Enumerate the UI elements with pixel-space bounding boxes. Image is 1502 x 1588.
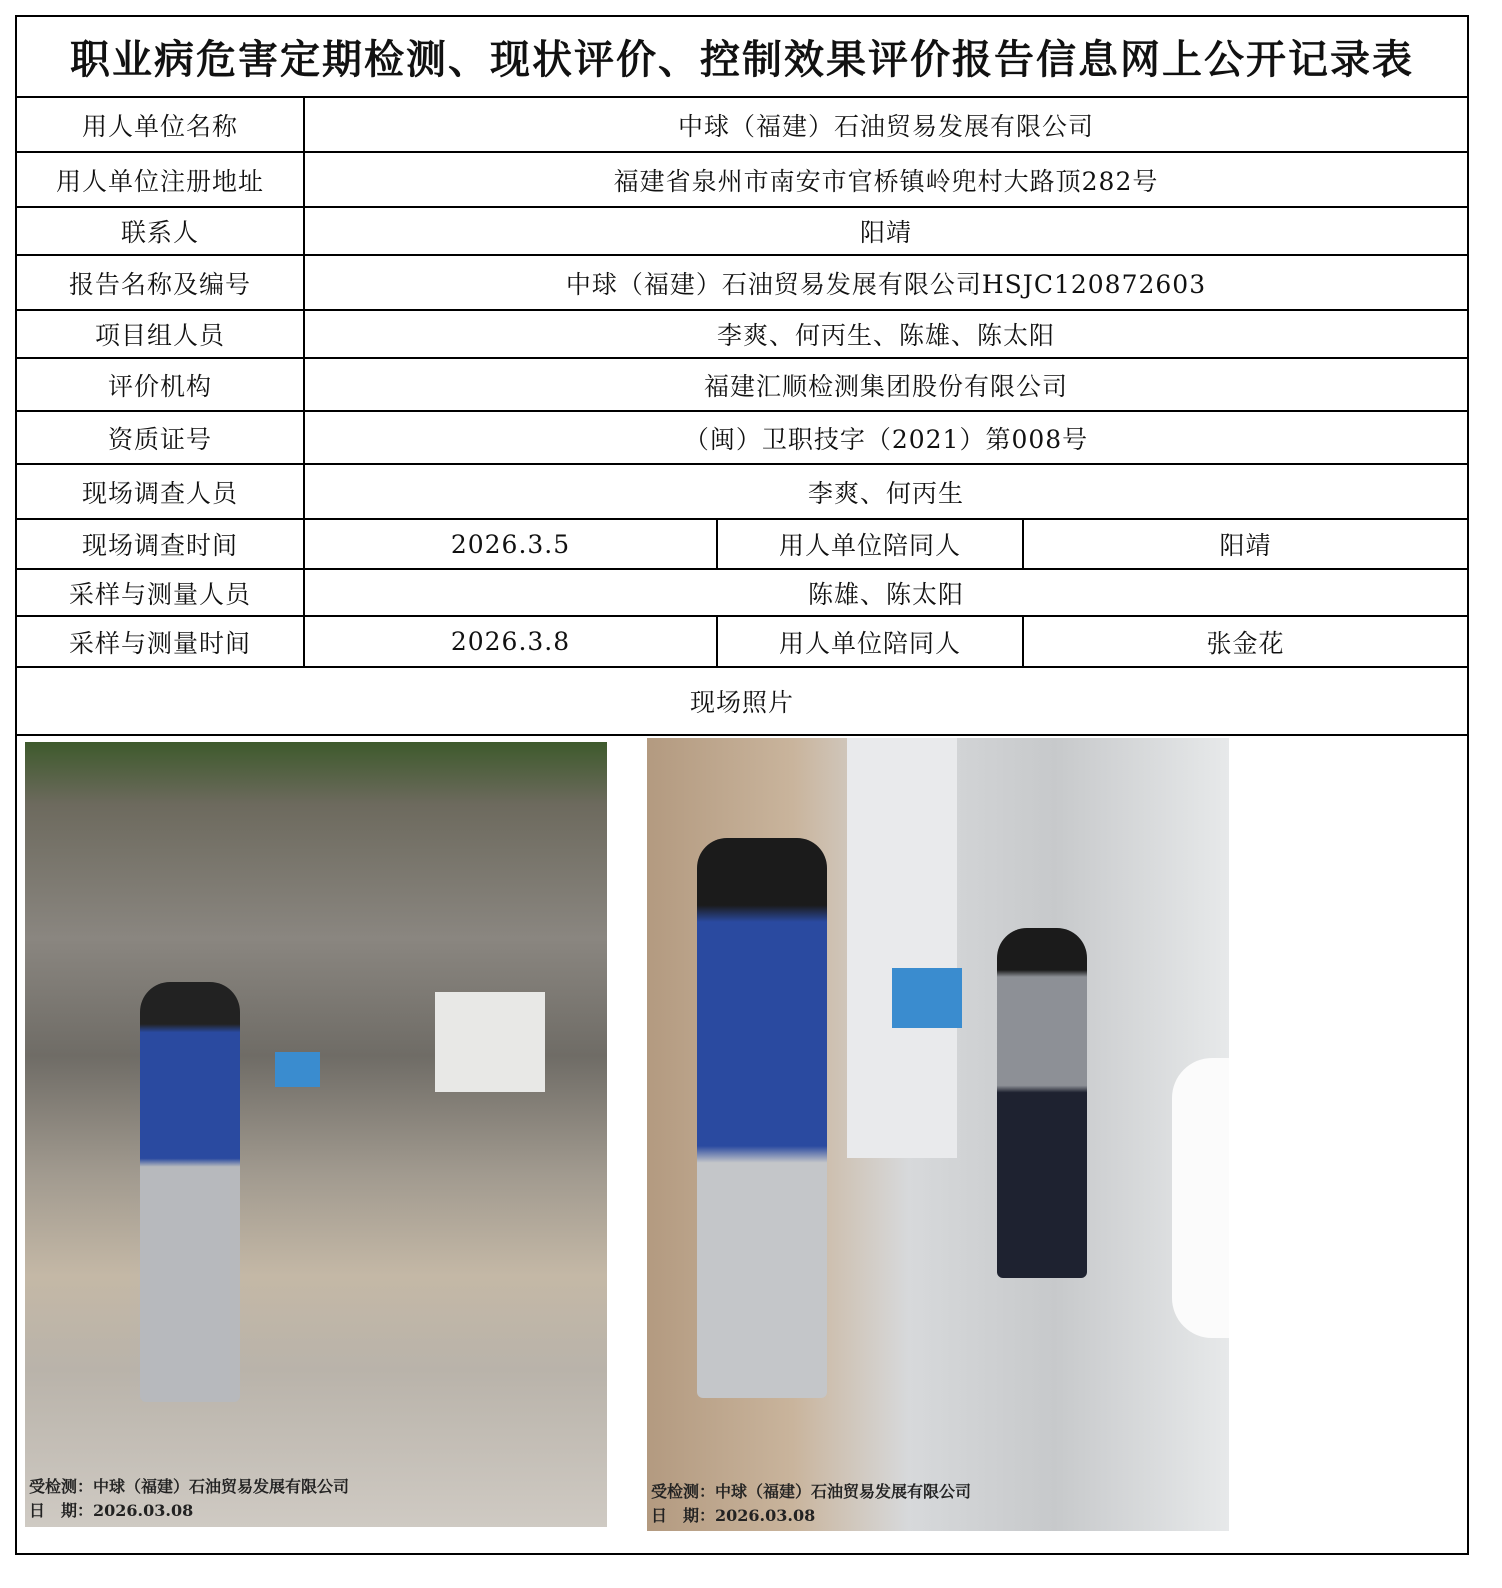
team-value: 李爽、何丙生、陈雄、陈太阳 [716, 321, 1055, 350]
page-title: 职业病危害定期检测、现状评价、控制效果评价报告信息网上公开记录表 [70, 36, 1414, 83]
survey-staff-value: 李爽、何丙生 [807, 478, 964, 508]
address-label: 用人单位注册地址 [55, 166, 264, 196]
photos-header: 现场照片 [689, 688, 794, 717]
worker-figure [697, 838, 827, 1398]
photo-2-caption-date: 日 期：2026.03.08 [651, 1506, 816, 1525]
employer-name-value: 中球（福建）石油贸易发展有限公司 [677, 111, 1094, 141]
site-photo-1 [25, 742, 607, 1527]
car [1172, 1058, 1229, 1338]
photo-1-caption-subject: 受检测：中球（福建）石油贸易发展有限公司 [29, 1477, 350, 1496]
sampling-staff-value: 陈雄、陈太阳 [807, 579, 964, 609]
photo-1-caption-date: 日 期：2026.03.08 [29, 1501, 194, 1520]
survey-time-label: 现场调查时间 [81, 531, 238, 560]
agency-label: 评价机构 [107, 371, 212, 401]
detector-device [275, 1052, 320, 1087]
survey-companion-label: 用人单位陪同人 [778, 531, 961, 560]
site-photo-2 [647, 738, 1229, 1531]
sampling-companion-label: 用人单位陪同人 [778, 628, 961, 658]
address-value: 福建省泉州市南安市官桥镇岭兜村大路顶282号 [613, 166, 1159, 196]
report-label: 报告名称及编号 [68, 269, 251, 299]
sampling-time-value: 2026.3.8 [450, 627, 571, 656]
sampling-companion-value: 张金花 [1206, 628, 1285, 658]
survey-companion-value: 阳靖 [1219, 531, 1272, 560]
survey-staff-label: 现场调查人员 [81, 478, 238, 508]
sampling-staff-label: 采样与测量人员 [68, 579, 251, 609]
survey-time-value: 2026.3.5 [450, 529, 571, 559]
team-label: 项目组人员 [94, 321, 225, 350]
agency-value: 福建汇顺检测集团股份有限公司 [703, 371, 1068, 401]
contact-value: 阳靖 [859, 218, 912, 247]
report-value: 中球（福建）石油贸易发展有限公司HSJC120872603 [565, 269, 1207, 299]
contact-label: 联系人 [120, 218, 199, 247]
staff-figure [997, 928, 1087, 1278]
cert-value: （闽）卫职技字（2021）第008号 [683, 424, 1089, 454]
employer-name-label: 用人单位名称 [81, 111, 238, 141]
fuel-dispenser [847, 738, 957, 1158]
sampling-time-label: 采样与测量时间 [68, 628, 251, 658]
photo-2-caption-subject: 受检测：中球（福建）石油贸易发展有限公司 [651, 1482, 972, 1501]
cert-label: 资质证号 [107, 424, 212, 454]
equipment-cabinet [435, 992, 545, 1092]
detector-device [892, 968, 962, 1028]
worker-figure [140, 982, 240, 1402]
